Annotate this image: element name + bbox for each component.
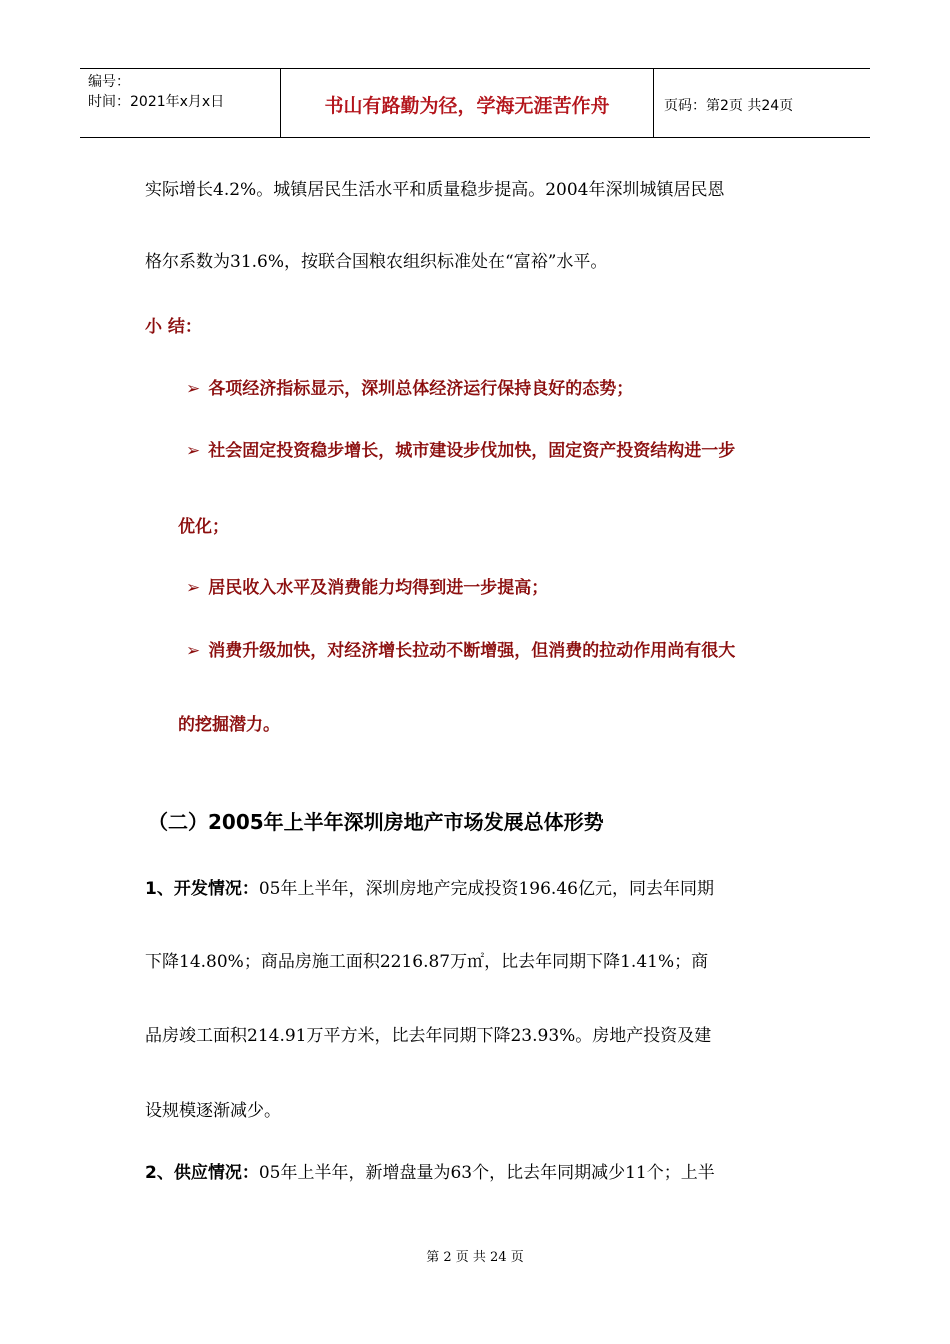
header-page-cell (654, 69, 870, 137)
page-info: 页码：第2页 共24页 (664, 98, 794, 114)
paragraph-line: 实际增长4.2%。城镇居民生活水平和质量稳步提高。2004年深圳城镇居民恩 (145, 180, 725, 200)
bullet-item (186, 374, 633, 399)
bullet-item (186, 436, 735, 461)
dev-label: 1、开发情况： (145, 879, 259, 899)
paragraph-line: 下降14.80%；商品房施工面积2216.87万㎡，比去年同期下降1.41%；商 (145, 952, 709, 972)
number-label: 编号： (88, 74, 130, 90)
paragraph-line: 格尔系数为31.6%，按联合国粮农组织标准处在“富裕”水平。 (145, 252, 608, 272)
header-motto-cell (281, 69, 654, 137)
paragraph-line: 品房竣工面积214.91万平方米，比去年同期下降23.93%。房地产投资及建 (145, 1026, 712, 1046)
paragraph-line (145, 1158, 715, 1183)
bullet-text: 消费升级加快，对经济增长拉动不断增强，但消费的拉动作用尚有很大 (208, 641, 736, 661)
header-meta-cell (80, 69, 281, 137)
bullet-text: 居民收入水平及消费能力均得到进一步提高； (208, 578, 549, 598)
summary-title: 小 结： (145, 317, 202, 337)
bullet-text: 各项经济指标显示，深圳总体经济运行保持良好的态势； (208, 379, 634, 399)
supply-text: 05年上半年，新增盘量为63个，比去年同期减少11个；上半 (258, 1163, 715, 1183)
arrow-bullet-icon: ➢ (186, 379, 201, 399)
motto: 书山有路勤为径，学海无涯苦作舟 (324, 95, 610, 117)
page-header (80, 68, 870, 138)
supply-label: 2、供应情况： (145, 1163, 259, 1183)
page-footer: 第 2 页 共 24 页 (426, 1250, 524, 1265)
paragraph-line (145, 874, 714, 899)
arrow-bullet-icon: ➢ (186, 578, 201, 598)
bullet-text: 社会固定投资稳步增长，城市建设步伐加快，固定资产投资结构进一步 (208, 441, 736, 461)
date-label: 时间：2021年x月x日 (88, 94, 225, 110)
bullet-item (186, 573, 548, 598)
section-heading: （二）2005年上半年深圳房地产市场发展总体形势 (148, 810, 604, 834)
bullet-continuation: 的挖掘潜力。 (178, 715, 280, 735)
bullet-continuation: 优化； (178, 517, 229, 537)
arrow-bullet-icon: ➢ (186, 641, 201, 661)
dev-text: 05年上半年，深圳房地产完成投资196.46亿元，同去年同期 (258, 879, 714, 899)
arrow-bullet-icon: ➢ (186, 441, 201, 461)
paragraph-line: 设规模逐渐减少。 (145, 1101, 281, 1121)
bullet-item (186, 636, 735, 661)
